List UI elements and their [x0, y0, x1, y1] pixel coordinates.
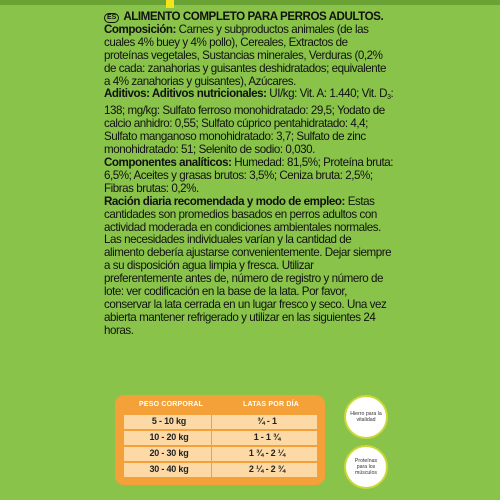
additives-text-b: : 138; mg/kg: Sulfato ferroso monohidratado: 29,5; Yodato de calcio anhidro: 0,55; Sulfato cúprico pentahidratado: 4,4; Sulfato manganoso monohidratado: 3,7; Sulfato de zinc monohidratado: 51; Selenito de sodio: 0,030.	[104, 87, 394, 157]
analytics-section	[104, 157, 394, 196]
label-text	[104, 11, 394, 338]
row-weight: 5 - 10 kg	[151, 416, 187, 426]
composition-text: Carnes y subproductos animales (de las cuales 4% buey y 4% pollo), Cereales, Extractos de proteínas vegetales, Sustancias minerales, Verduras (0,2% de cada: zanahorias y guisantes deshidratados; equivalente a 4% zanahorias y guisantes), Azúcares.	[104, 22, 386, 88]
iron-vitality-badge	[344, 395, 388, 439]
analytics-text: Humedad: 81,5%; Proteína bruta: 6,5%; Aceites y grasas brutos: 3,5%; Ceniza bruta: 2,5%; Fibras brutas: 0,2%.	[104, 155, 394, 195]
row-cans: 1 ¾ - 2 ¼	[248, 448, 286, 458]
header-body-weight: PESO CORPORAL	[139, 401, 204, 408]
protein-muscle-badge	[344, 445, 388, 489]
table-divider	[211, 415, 212, 481]
ration-heading: Ración diaria recomendada y modo de empleo:	[104, 194, 345, 208]
protein-badge-text: Proteínas para los músculos	[354, 458, 378, 476]
additives-section	[104, 88, 394, 157]
table-row	[124, 415, 317, 429]
language-badge: ES	[104, 13, 119, 23]
ration-text: Estas cantidades son promedios basados en perros adultos con actividad moderada en condiciones ambientales normales. Las necesidades individuales varían y la cantidad de alimento debería ajustarse convenientemente. Dejar siempre a su disposición agua limpia y fresca. Utilizar preferentemente antes de, número de registro y número de lote: ver codificación en la base de la lata. Por favor, conservar la lata cerrada en un lugar fresco y seco. Una vez abierta mantener refrigerado y utilizar en las siguientes 24 horas.	[104, 194, 392, 337]
composition-section	[104, 24, 394, 89]
table-row	[124, 431, 317, 445]
row-cans: ¾ - 1	[257, 416, 277, 426]
table-row	[124, 447, 317, 461]
row-weight: 30 - 40 kg	[149, 464, 189, 474]
additives-heading: Aditivos: Aditivos nutricionales:	[104, 87, 267, 101]
header-cans-per-day: LATAS POR DÍA	[243, 401, 300, 408]
top-mark	[166, 0, 174, 8]
row-cans: 2 ¼ - 2 ¾	[248, 464, 286, 474]
iron-badge-text: Hierro para la vitalidad	[350, 411, 382, 423]
top-strip	[0, 0, 500, 5]
row-cans: 1 - 1 ¾	[253, 432, 281, 442]
feeding-table	[115, 395, 325, 485]
table-row	[124, 463, 317, 477]
product-title: ALIMENTO COMPLETO PARA PERROS ADULTOS.	[123, 10, 384, 23]
table-header	[115, 401, 325, 415]
analytics-heading: Componentes analíticos:	[104, 155, 232, 169]
composition-heading: Composición:	[104, 22, 176, 36]
ration-section	[104, 196, 394, 338]
additives-text-a: UI/kg: Vit. A: 1.440; Vit. D	[266, 87, 388, 101]
row-weight: 20 - 30 kg	[149, 448, 189, 458]
row-weight: 10 - 20 kg	[149, 432, 189, 442]
vitamin-subscript: 3	[387, 94, 391, 102]
